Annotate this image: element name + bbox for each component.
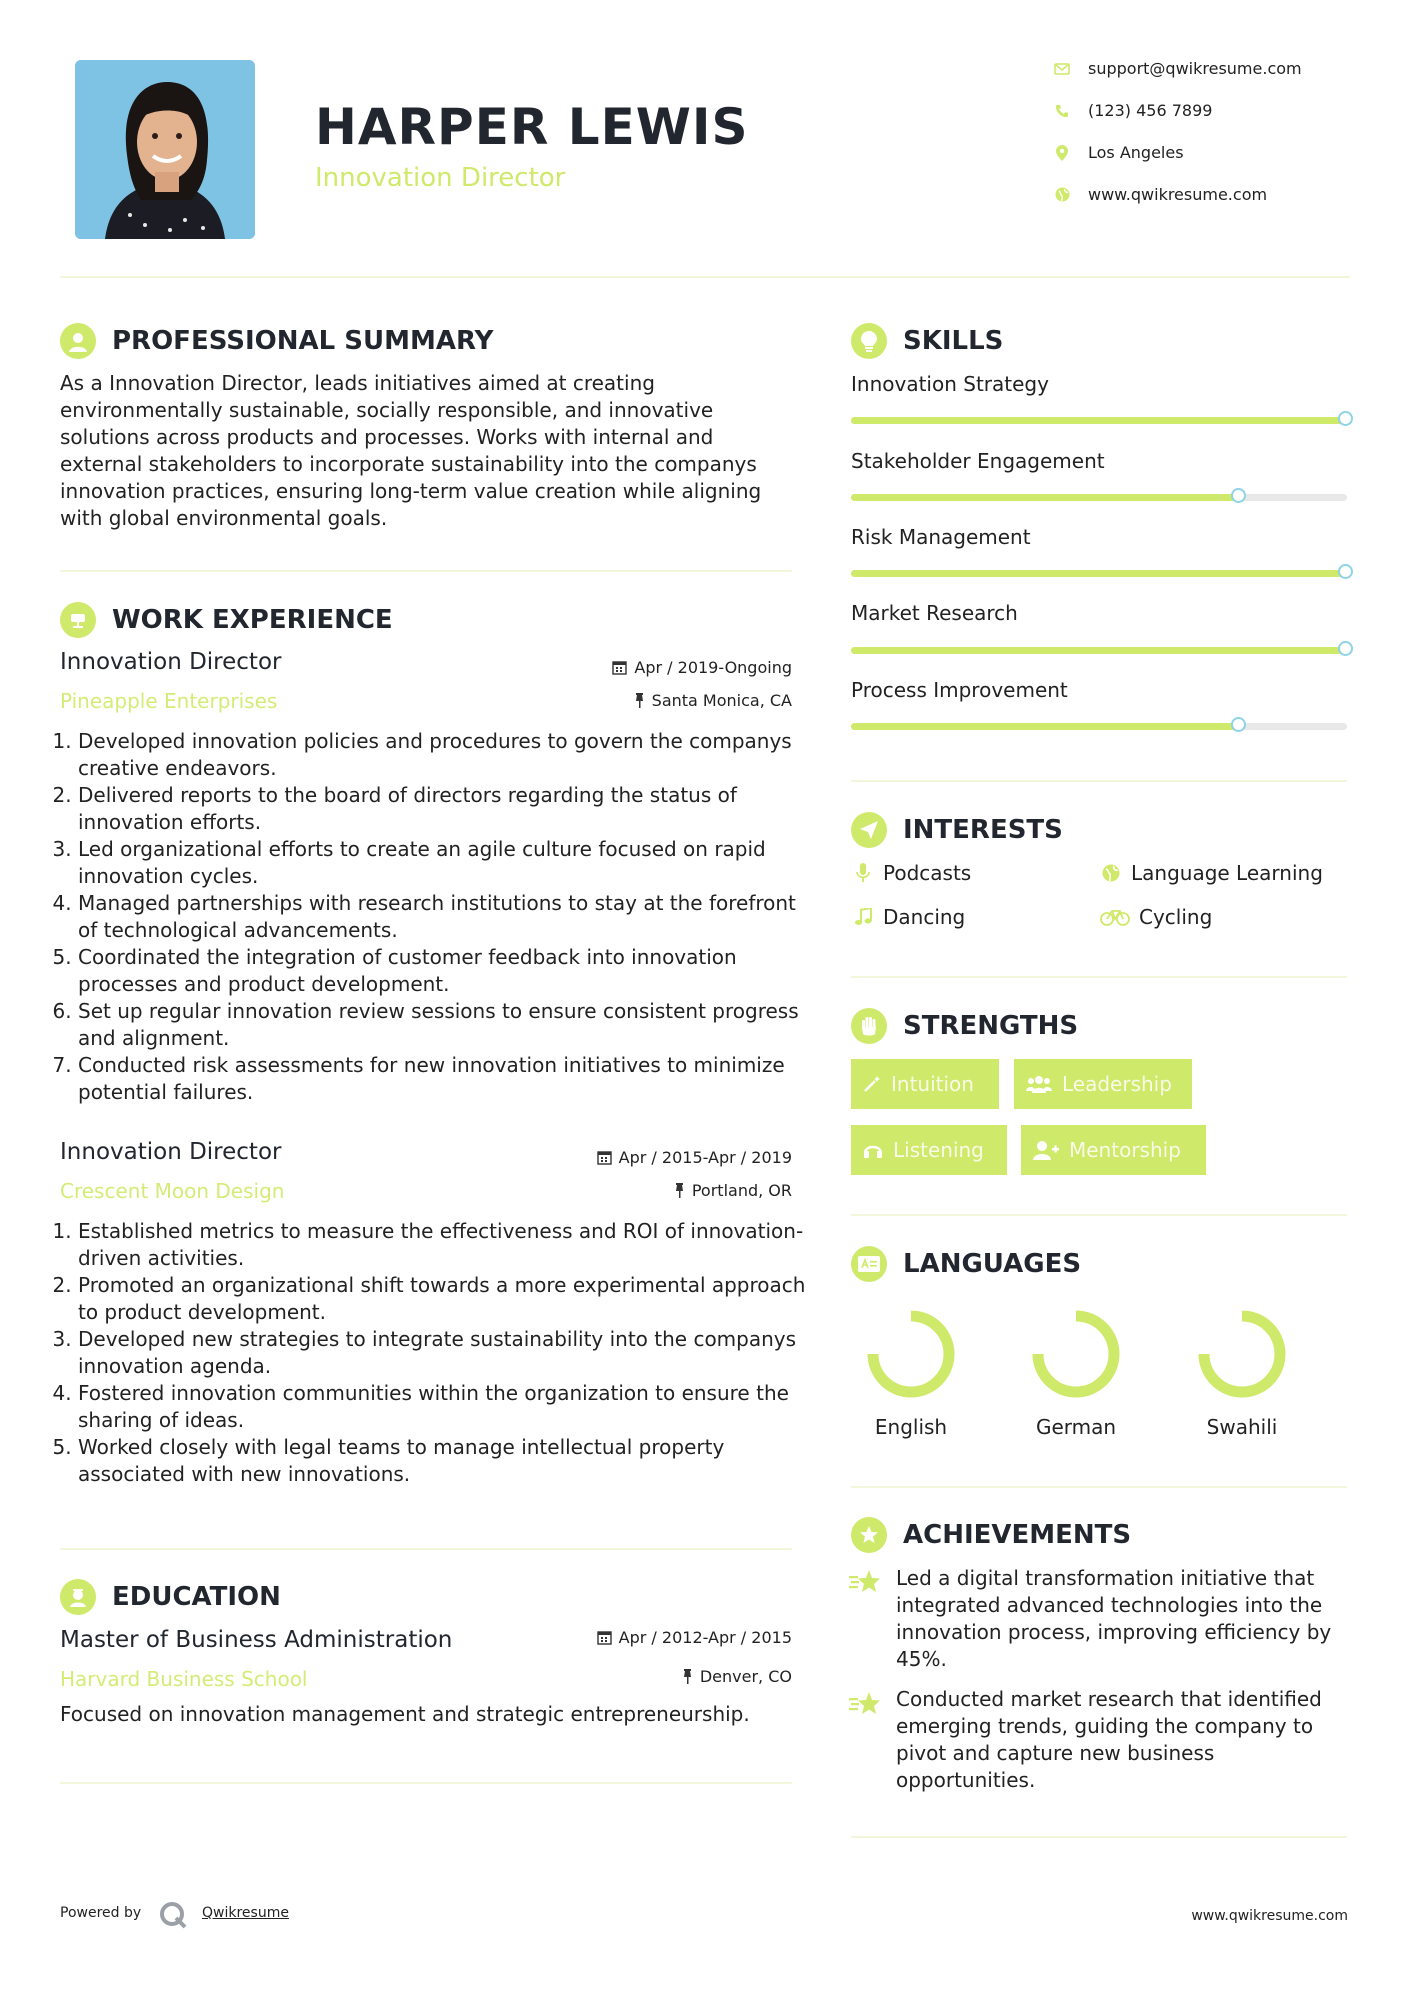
skill-label: Stakeholder Engagement [851,449,1105,473]
pin-icon [634,693,645,708]
interest-item: Language Learning [1099,861,1323,885]
contact-email[interactable] [1050,59,1350,78]
calendar-icon [597,1150,612,1165]
strength-chip: Listening [851,1125,1007,1175]
list-item: 1. Developed innovation policies and procedures to govern the companys creative endeavors. [78,728,806,782]
interest-item: Cycling [1099,905,1212,929]
contact-location-text: Los Angeles [1088,143,1184,162]
interest-item: Podcasts [851,861,971,885]
job-2-bullets [60,1218,816,1488]
skill-bar [851,417,1347,424]
briefcase-icon [60,602,96,638]
skill-label: Innovation Strategy [851,372,1049,396]
calendar-icon [597,1630,612,1645]
summary-text: As a Innovation Director, leads initiatives aimed at creating environmentally sustainable, socially responsible, and innovative solutions across products and processes. Works with internal and external stakeholders to incorporate sustainability into the companys innovation practices, ensuring long-term value creation while aligning with global environmental goals. [60,371,762,530]
skill-bar-knob [1231,717,1246,732]
skill-bar-fill [851,570,1347,577]
language-dial-german [1038,1316,1114,1392]
education-school: Harvard Business School [60,1667,308,1691]
education-degree: Master of Business Administration [60,1627,453,1653]
lightbulb-icon [851,323,887,359]
achievement-item: Conducted market research that identified emerging trends, guiding the company to pivot and capture new business opportunities. [896,1687,1322,1792]
skill-bar-fill [851,723,1238,730]
qwikresume-link[interactable]: Qwikresume [202,1905,289,1921]
job-1-company: Pineapple Enterprises [60,689,278,713]
interests-divider [851,976,1347,978]
bicycle-icon [1099,908,1131,926]
list-item: 2. Promoted an organizational shift towards a more experimental approach to product development. [78,1272,816,1326]
skill-bar-fill [851,494,1238,501]
skill-label: Risk Management [851,525,1031,549]
job-1-title: Innovation Director [60,649,282,675]
achievement-item: Led a digital transformation initiative that integrated advanced technologies into the innovation process, improving efficiency by 45%. [896,1566,1332,1671]
music-note-icon [851,908,875,926]
language-dial-swahili [1204,1316,1280,1392]
list-item: 5. Coordinated the integration of customer feedback into innovation processes and product development. [78,944,806,998]
candidate-role: Innovation Director [315,163,566,193]
contact-phone-text: (123) 456 7899 [1088,101,1213,120]
language-label: Swahili [1206,1415,1278,1439]
skill-bar [851,723,1347,730]
job-1-bullets [60,728,806,1106]
skill-bar-fill [851,647,1347,654]
education-divider [60,1782,792,1784]
strengths-section-title: STRENGTHS [851,1008,1078,1044]
work-section-title: WORK EXPERIENCE [60,602,393,638]
strengths-divider [851,1214,1347,1216]
header-divider [60,276,1350,278]
job-2-date: Apr / 2015-Apr / 2019 [500,1148,792,1167]
contact-phone[interactable] [1050,101,1350,120]
skill-bar-knob [1338,411,1353,426]
languages-divider [851,1486,1347,1488]
list-item: 1. Established metrics to measure the effectiveness and ROI of innovation-driven activities. [78,1218,816,1272]
users-icon [1026,1074,1052,1094]
language-dials [851,1296,1351,1416]
list-item: 4. Managed partnerships with research institutions to stay at the forefront of technological advancements. [78,890,806,944]
skills-section-title: SKILLS [851,323,1003,359]
summary-divider [60,570,792,572]
list-item: 4. Fostered innovation communities within the organization to ensure the sharing of ideas. [78,1380,816,1434]
user-plus-icon [1033,1140,1059,1160]
list-item: 5. Worked closely with legal teams to manage intellectual property associated with new innovations. [78,1434,816,1488]
profile-photo [75,60,255,239]
skills-divider [851,780,1347,782]
list-item: 3. Developed new strategies to integrate sustainability into the companys innovation agenda. [78,1326,816,1380]
work-divider [60,1548,792,1550]
list-item: 2. Delivered reports to the board of directors regarding the status of innovation efforts. [78,782,806,836]
list-item: 6. Set up regular innovation review sessions to ensure consistent progress and alignment. [78,998,806,1052]
candidate-name: HARPER LEWIS [315,98,749,156]
phone-icon [1050,102,1074,120]
achievements-section-title: ACHIEVEMENTS [851,1517,1131,1553]
graduation-icon [60,1579,96,1615]
contact-email-text: support@qwikresume.com [1088,59,1302,78]
skill-bar [851,494,1347,501]
globe-icon [1099,864,1123,882]
microphone-icon [851,863,875,883]
globe-icon [1050,186,1074,204]
education-section-title: EDUCATION [60,1579,281,1615]
skill-bar [851,570,1347,577]
interest-item: Dancing [851,905,965,929]
interests-section-title: INTERESTS [851,812,1063,848]
footer-website-link[interactable]: www.qwikresume.com [1191,1908,1348,1924]
job-2-location: Portland, OR [500,1181,792,1200]
skill-bar-fill [851,417,1347,424]
skill-bar-knob [1338,641,1353,656]
list-item: 3. Led organizational efforts to create an agile culture focused on rapid innovation cycles. [78,836,806,890]
job-1-date: Apr / 2019-Ongoing [500,658,792,677]
contact-location [1050,143,1350,162]
paper-plane-icon [851,812,887,848]
list-item: 7. Conducted risk assessments for new innovation initiatives to minimize potential failures. [78,1052,806,1106]
skill-label: Process Improvement [851,678,1068,702]
strength-chip: Intuition [851,1059,999,1109]
hand-icon [851,1008,887,1044]
powered-by-text: Powered by [60,1905,142,1921]
language-icon [851,1246,887,1282]
achievements-divider [851,1836,1347,1838]
contact-website[interactable] [1050,185,1350,204]
strength-chip: Mentorship [1021,1125,1206,1175]
language-dial-english [873,1316,949,1392]
language-dials-svg [851,1296,1351,1416]
education-location: Denver, CO [500,1667,792,1686]
pin-icon [674,1183,685,1198]
star-badge-icon [851,1517,887,1553]
job-2-company: Crescent Moon Design [60,1179,285,1203]
headphones-icon [863,1141,883,1159]
mail-icon [1050,60,1074,78]
summary-section-title: PROFESSIONAL SUMMARY [60,323,493,359]
user-icon [60,323,96,359]
pin-icon [682,1669,693,1684]
skill-bar-knob [1338,564,1353,579]
education-description: Focused on innovation management and strategic entrepreneurship. [60,1702,750,1726]
strength-chip: Leadership [1014,1059,1192,1109]
location-pin-icon [1050,144,1074,162]
contact-website-text: www.qwikresume.com [1088,185,1268,204]
star-icon [849,1568,883,1600]
skill-bar-knob [1231,488,1246,503]
education-date: Apr / 2012-Apr / 2015 [500,1628,792,1647]
magic-wand-icon [863,1075,881,1093]
language-label: German [1035,1415,1117,1439]
qwikresume-logo-icon [158,1900,188,1934]
calendar-icon [612,660,627,675]
languages-section-title: LANGUAGES [851,1246,1081,1282]
skill-label: Market Research [851,601,1018,625]
skill-bar [851,647,1347,654]
star-icon [849,1690,883,1722]
job-2-title: Innovation Director [60,1139,282,1165]
job-1-location: Santa Monica, CA [500,691,792,710]
language-label: English [874,1415,948,1439]
